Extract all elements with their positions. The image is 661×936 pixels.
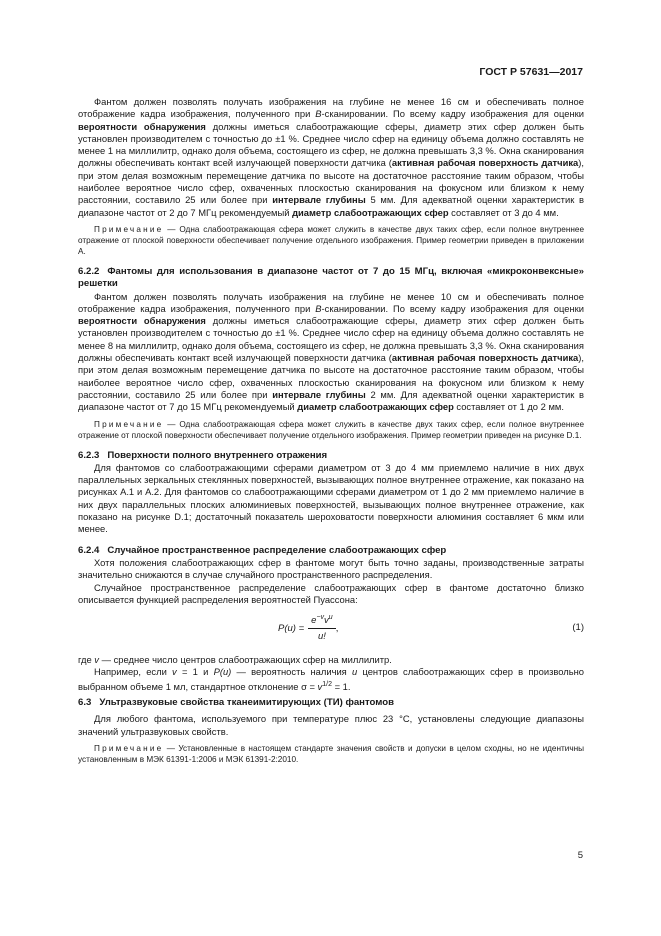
term-active-surface: активная рабочая поверхность датчика [391, 157, 579, 169]
formula-comma: , [335, 622, 339, 634]
formula-fraction [308, 614, 336, 642]
section-heading-6-2-3 [78, 450, 584, 462]
term-depth-interval: интервале глубины [272, 388, 366, 400]
section-title: Поверхности полного внутреннего отражения [107, 449, 328, 461]
note-label: Примечание [94, 419, 164, 429]
section-title: Фантомы для использования в диапазоне частот от 7 до 15 МГц, включая «микроконвексные» решетки [78, 265, 584, 290]
text-run: ), при этом делая возможным перемещение датчика по высоте на достаточное расстояние таким образом, чтобы наиболее вероятное число сфер, охваченных плоскостью сканирования на фокусном или близком к нему расстоянии, составило 25 или более при [78, 352, 584, 400]
text-run: составляет от 3 до 4 мм. [448, 206, 559, 218]
paragraph-ultrasound-props: Для любого фантома, используемого при температуре плюс 23 °С, установлены следующие диапазоны значений ультразвуковых свойств. [78, 713, 584, 737]
term-sphere-diameter: диаметр слабоотражающих сфер [297, 401, 454, 413]
formula-numerator [308, 614, 336, 629]
section-number: 6.2.4 [78, 544, 100, 556]
text-run: = 1. [331, 680, 351, 692]
page-content [78, 96, 584, 765]
term-depth-interval: интервале глубины [272, 194, 366, 206]
text-run: ), при этом делая возможным перемещение датчика по высоте на достаточное расстояние таким образом, чтобы наиболее вероятное число сфер, охваченных плоскостью сканирования на фокусном или близком к нему расстоянии, составило 25 или более при [78, 157, 584, 206]
note-3 [78, 743, 584, 765]
note-label: Примечание [94, 744, 164, 753]
section-number: 6.3 [78, 697, 92, 709]
italic-run: В [315, 302, 322, 314]
italic-run: В [315, 108, 322, 120]
paragraph-phantom-16cm [78, 96, 584, 219]
section-title: Случайное пространственное распределение слабоотражающих сфер [107, 544, 447, 556]
section-title: Ультразвуковые свойства тканеимитирующих (ТИ) фантомов [99, 697, 395, 709]
document-header: ГОСТ Р 57631—2017 [479, 66, 583, 78]
paragraph-where-v [78, 654, 584, 666]
text-run: 5 мм. Для адекватной оценки характеристик в диапазоне частот от 2 до 7 МГц рекомендуемый [78, 194, 585, 218]
note-text: — Одна слабоотражающая сфера может служить в качестве двух таких сфер, если полное внутреннее отражение от плоской поверхности обеспечивает получение отдельного изображения. Пример геометрии приведен в приложении А. [78, 224, 584, 256]
var-u: u [352, 666, 358, 678]
term-sphere-diameter: диаметр слабоотражающих сфер [292, 206, 449, 218]
formula-e: e [311, 615, 317, 627]
section-number: 6.2.3 [78, 449, 100, 461]
text-run: Фантом должен позволять получать изображения на глубине не менее 16 см и обеспечивать полное отображение кадра изображения, полученного при [78, 96, 584, 120]
text-run: где [78, 654, 95, 666]
paragraph-phantom-10cm [78, 291, 584, 414]
text-run: = 1 и [176, 666, 214, 678]
text-run: должны иметься слабоотражающие сферы, диаметр этих сфер должен быть установлен производителем с точностью до ±1 %. Среднее число сфер на единицу объема должно составлять не менее 8 на миллилитр, однако доля объема, состоящего из сфер, не должна превышать 3,3 %. Окна сканирования должны обеспечивать контакт всей излучающей поверхности датчика ( [78, 315, 584, 364]
text-run: Например, если [94, 666, 173, 678]
section-number: 6.2.2 [78, 265, 100, 277]
text-run: — среднее число центров слабоотражающих сфер на миллилитр. [98, 654, 392, 666]
section-heading-6-2-4 [78, 545, 584, 557]
var-pu: P(u) [213, 666, 232, 678]
formula-denominator [318, 629, 326, 642]
formula-poisson [78, 612, 584, 650]
text-run: составляет от 1 до 2 мм. [453, 401, 564, 413]
text-run: -сканировании. По всему кадру изображения для оценки [321, 302, 585, 314]
formula-lhs: P(u) = [278, 622, 305, 634]
note-text: — Одна слабоотражающая сфера может служить в качестве двух таких сфер, если полное внутреннее отражение от плоской поверхности обеспечивает получение отдельного изображения. Пример геометрии приведен на рисунке D.1. [78, 419, 584, 440]
note-2 [78, 419, 584, 441]
paragraph-example [78, 666, 584, 693]
text-run: Фантом должен позволять получать изображения на глубине не менее 10 см и обеспечивать полное отображение кадра изображения, полученного при [78, 290, 584, 314]
formula-v: v [324, 615, 329, 627]
term-detection-probability: вероятности обнаружения [78, 315, 206, 327]
paragraph-poisson: Случайное пространственное распределение слабоотражающих сфер в фантоме достаточно близко описывается функцией распределения вероятностей Пуассона: [78, 581, 584, 605]
note-1 [78, 224, 584, 257]
formula-den-text: u! [317, 631, 326, 643]
var-v: v [94, 654, 99, 666]
note-label: Примечание [94, 224, 164, 234]
paragraph-random-distribution: Хотя положения слабоотражающих сфер в фантоме могут быть точно заданы, производственные затраты значительно снижаются в случае случайного пространственного распределения. [78, 556, 584, 581]
note-text: — Установленные в настоящем стандарте значения свойств и допуски в целом сходны, но не идентичны установленным в МЭК 61391-1:2006 и МЭК 61391-2:2010. [78, 744, 584, 764]
var-v: v [317, 680, 323, 692]
section-heading-6-3 [78, 697, 584, 709]
paragraph-reflection-surfaces: Для фантомов со слабоотражающими сферами диаметром от 3 до 4 мм приемлемо наличие в них двух параллельных зеркальных стеклянных поверхностей, вызывающих полное внутреннее отражение, как показано на рисунках А.1 и А.2. Для фантомов со слабоотражающими сферами диаметром от 1 до 2 мм приемлемо наличие в них двух параллельных плоских алюминиевых поверхностей, вызывающих полное внутреннее отражение, как показано на рисунке D.1; достаточный показатель шероховатости поверхности алюминия составляет 6 мкм или менее. [78, 461, 584, 535]
text-run: должны иметься слабоотражающие сферы, диаметр этих сфер должен быть установлен производителем с точностью до ±1 %. Среднее число сфер на единицу объема должно составлять не менее 1 на миллилитр, однако доля объема, состоящего из сфер, не должна превышать 3,3 %. Окна сканирования должны обеспечивать контакт всей излучающей поверхности датчика ( [78, 120, 584, 169]
section-heading-6-2-2 [78, 266, 584, 291]
formula-body [278, 614, 338, 642]
formula-v-exponent: u [328, 614, 333, 622]
text-run: 2 мм. Для адекватной оценки характеристик в диапазоне частот от 7 до 15 МГц рекомендуемый [78, 388, 585, 413]
page-number: 5 [577, 850, 583, 861]
text-run: — вероятность наличия [231, 666, 352, 678]
formula-number: (1) [572, 622, 584, 634]
exponent: 1/2 [322, 680, 332, 688]
text-run: -сканировании. По всему кадру изображения для оценки [321, 108, 585, 120]
formula-e-exponent: −v [316, 614, 325, 622]
term-detection-probability: вероятности обнаружения [78, 120, 206, 132]
term-active-surface: активная рабочая поверхность датчика [391, 352, 579, 364]
text-run: центров слабоотражающих сфер в произвольно выбранном объеме 1 мл, стандартное отклонение σ = [78, 666, 585, 692]
var-v: v [172, 666, 177, 678]
